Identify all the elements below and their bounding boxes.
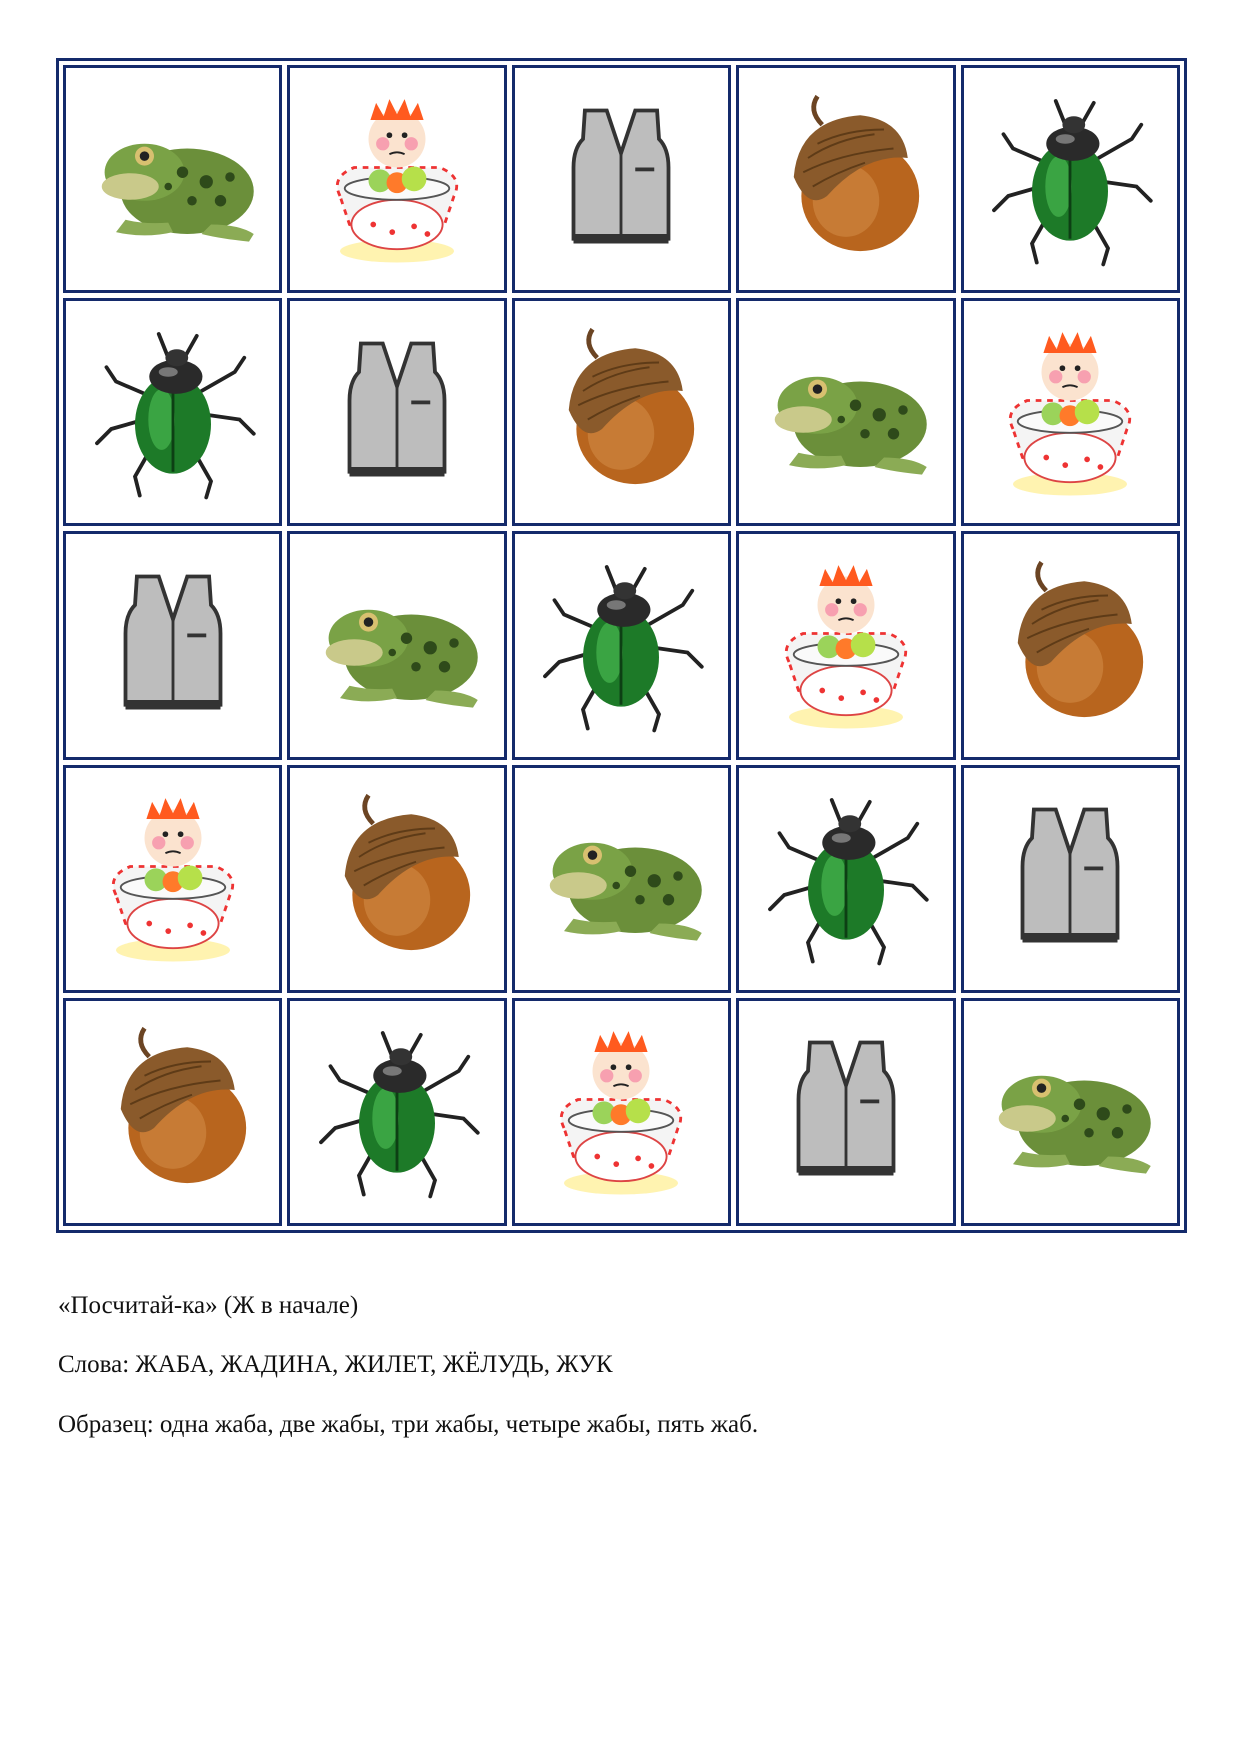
- grid-cell: [961, 65, 1180, 293]
- grid-cell: [287, 531, 506, 759]
- vest-icon: [751, 1014, 941, 1209]
- grid-cell: [512, 298, 731, 526]
- grid-cell: [287, 998, 506, 1226]
- beetle-icon: [78, 315, 268, 510]
- grid-cell: [512, 531, 731, 759]
- frog-icon: [975, 1014, 1165, 1209]
- grid-cell: [736, 998, 955, 1226]
- greedy-boy-icon: [526, 1014, 716, 1209]
- grid-cell: [287, 65, 506, 293]
- vest-icon: [78, 548, 268, 743]
- frog-icon: [302, 548, 492, 743]
- grid-cell: [287, 298, 506, 526]
- grid-cell: [736, 765, 955, 993]
- grid-cell: [736, 298, 955, 526]
- grid-cell: [961, 531, 1180, 759]
- acorn-icon: [78, 1014, 268, 1209]
- grid-cell: [63, 65, 282, 293]
- grid-cell: [512, 765, 731, 993]
- greedy-boy-icon: [975, 315, 1165, 510]
- greedy-boy-icon: [302, 82, 492, 277]
- acorn-icon: [751, 82, 941, 277]
- grid-cell: [63, 531, 282, 759]
- greedy-boy-icon: [751, 548, 941, 743]
- grid-cell: [961, 998, 1180, 1226]
- grid-cell: [287, 765, 506, 993]
- grid-cell: [512, 998, 731, 1226]
- frog-icon: [751, 315, 941, 510]
- words-list: Слова: ЖАБА, ЖАДИНА, ЖИЛЕТ, ЖЁЛУДЬ, ЖУК: [58, 1351, 613, 1378]
- grid-cell: [63, 998, 282, 1226]
- acorn-icon: [526, 315, 716, 510]
- beetle-icon: [975, 82, 1165, 277]
- beetle-icon: [302, 1014, 492, 1209]
- acorn-icon: [975, 548, 1165, 743]
- example-text: Образец: одна жаба, две жабы, три жабы, четыре жабы, пять жаб.: [58, 1411, 759, 1438]
- vest-icon: [526, 82, 716, 277]
- grid-cell: [63, 765, 282, 993]
- beetle-icon: [526, 548, 716, 743]
- grid-cell: [736, 531, 955, 759]
- grid-cell: [63, 298, 282, 526]
- beetle-icon: [751, 781, 941, 976]
- grid-cell: [512, 65, 731, 293]
- grid-cell: [961, 765, 1180, 993]
- exercise-title: «Посчитай-ка» (Ж в начале): [58, 1292, 359, 1319]
- grid-cell: [736, 65, 955, 293]
- acorn-icon: [302, 781, 492, 976]
- frog-icon: [78, 82, 268, 277]
- frog-icon: [526, 781, 716, 976]
- picture-grid: [56, 58, 1187, 1233]
- vest-icon: [975, 781, 1165, 976]
- greedy-boy-icon: [78, 781, 268, 976]
- vest-icon: [302, 315, 492, 510]
- grid-cell: [961, 298, 1180, 526]
